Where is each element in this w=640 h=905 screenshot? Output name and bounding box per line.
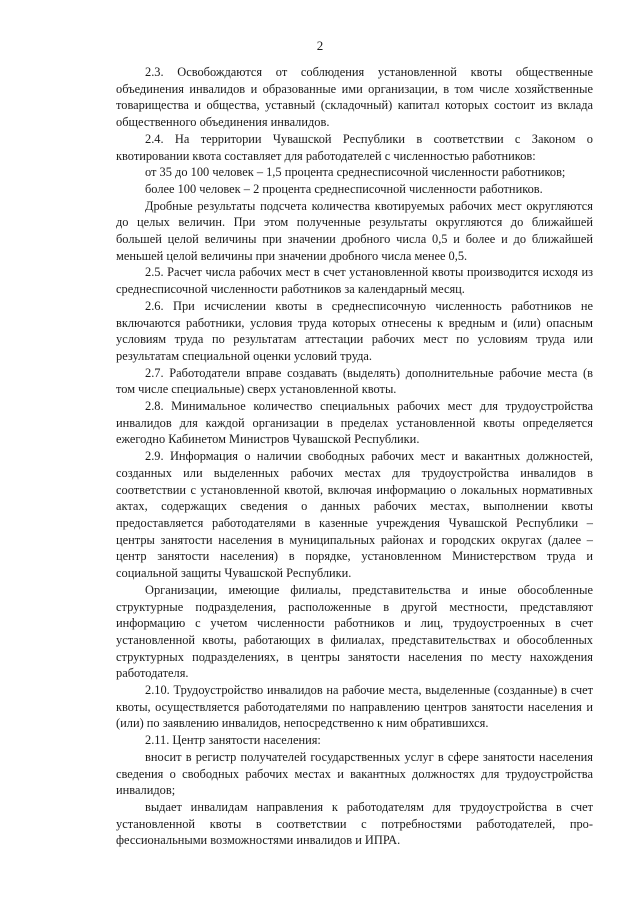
paragraph-2-6: 2.6. При исчислении квоты в среднесписочную численность работников не включаются работники, условия труда которых отнесены к вредным и (или) опасным условиям труда по результатам аттестации рабочих мест по условиям труда или результатам специальной оценки условий труда. xyxy=(116,298,593,363)
paragraph-2-4: 2.4. На территории Чувашской Республики в соответствии с Законом о квотировании квота составляет для работодателей с численностью работников: xyxy=(116,131,593,163)
paragraph-branches: Организации, имеющие филиалы, представительства и иные обособленные структурные подразделения, расположенные в другой местности, представляют информацию с учетом численности работников и лиц, трудоустроенных в счет установленной квоты, работающих в филиалах, представительствах и обособленных структурных подразделениях, в центры занятости населения по месту нахождения работодателя. xyxy=(116,582,593,681)
paragraph-quota-over-100: более 100 человек – 2 процента среднесписочной численности работников. xyxy=(145,181,543,196)
paragraph-referrals: выдает инвалидам направления к работодателям для трудоустройства в счет установленной квоты в соответствии с потребностями работодателей, профессиональными возможностями инвалидов и ИПРА. xyxy=(116,799,593,848)
paragraph-2-5: 2.5. Расчет числа рабочих мест в счет установленной квоты производится исходя из среднесписочной численности работников за календарный месяц. xyxy=(116,265,593,297)
paragraph-quota-35-100: от 35 до 100 человек – 1,5 процента среднесписочной численности работников; xyxy=(145,165,566,180)
paragraph-rounding: Дробные результаты подсчета количества квотируемых рабочих мест округляются до целых величин. При этом полученные результаты округляются до ближайшей большей целой величины при значении дробного числа 0,5 и более и до ближайшей меньшей целой величины при значении дробного числа менее 0,5. xyxy=(116,198,593,263)
paragraph-registry: вносит в регистр получателей государственных услуг в сфере занятости населения сведения о свободных рабочих местах и вакантных должностях для трудоустройства инвалидов; xyxy=(116,749,593,798)
document-body xyxy=(116,64,593,849)
paragraph-2-7: 2.7. Работодатели вправе создавать (выделять) дополнительные рабочие места (в том числе специальные) сверх установленной квоты. xyxy=(116,365,593,397)
paragraph-2-3: 2.3. Освобождаются от соблюдения установленной квоты общественные объединения инвалидов и образованные ими организации, в том числе хозяйственные товарищества и общества, уставный (складочный) капитал которых состоит из вклада общественного объединения инвалидов. xyxy=(116,65,593,130)
paragraph-2-9: 2.9. Информация о наличии свободных рабочих мест и вакантных должностей, созданных или выделенных рабочих местах для трудоустройства инвалидов в соответствии с установленной квотой, включая информацию о локальных нормативных актах, содержащих сведения о данных рабочих местах, выполнении квоты предоставляется работодателями в казенные учреждения Чувашской Республики – центры занятости населения в муниципальных районах и городских округах (далее – центр занятости населения) в порядке, установленном Министерством труда и социальной защиты Чувашской Республики. xyxy=(116,449,593,581)
paragraph-2-11: 2.11. Центр занятости населения: xyxy=(145,733,321,748)
paragraph-2-10: 2.10. Трудоустройство инвалидов на рабочие места, выделенные (созданные) в счет квоты, осуществляется работодателями по направлению центров занятости населения и (или) по заявлению инвалидов, непосредственно к ним обратившихся. xyxy=(116,683,593,731)
page-number: 2 xyxy=(316,38,324,53)
paragraph-2-8: 2.8. Минимальное количество специальных рабочих мест для трудоустройства инвалидов для каждой организации в пределах установленной квоты определяется ежегодно Кабинетом Министров Чувашской Республики. xyxy=(116,399,593,447)
